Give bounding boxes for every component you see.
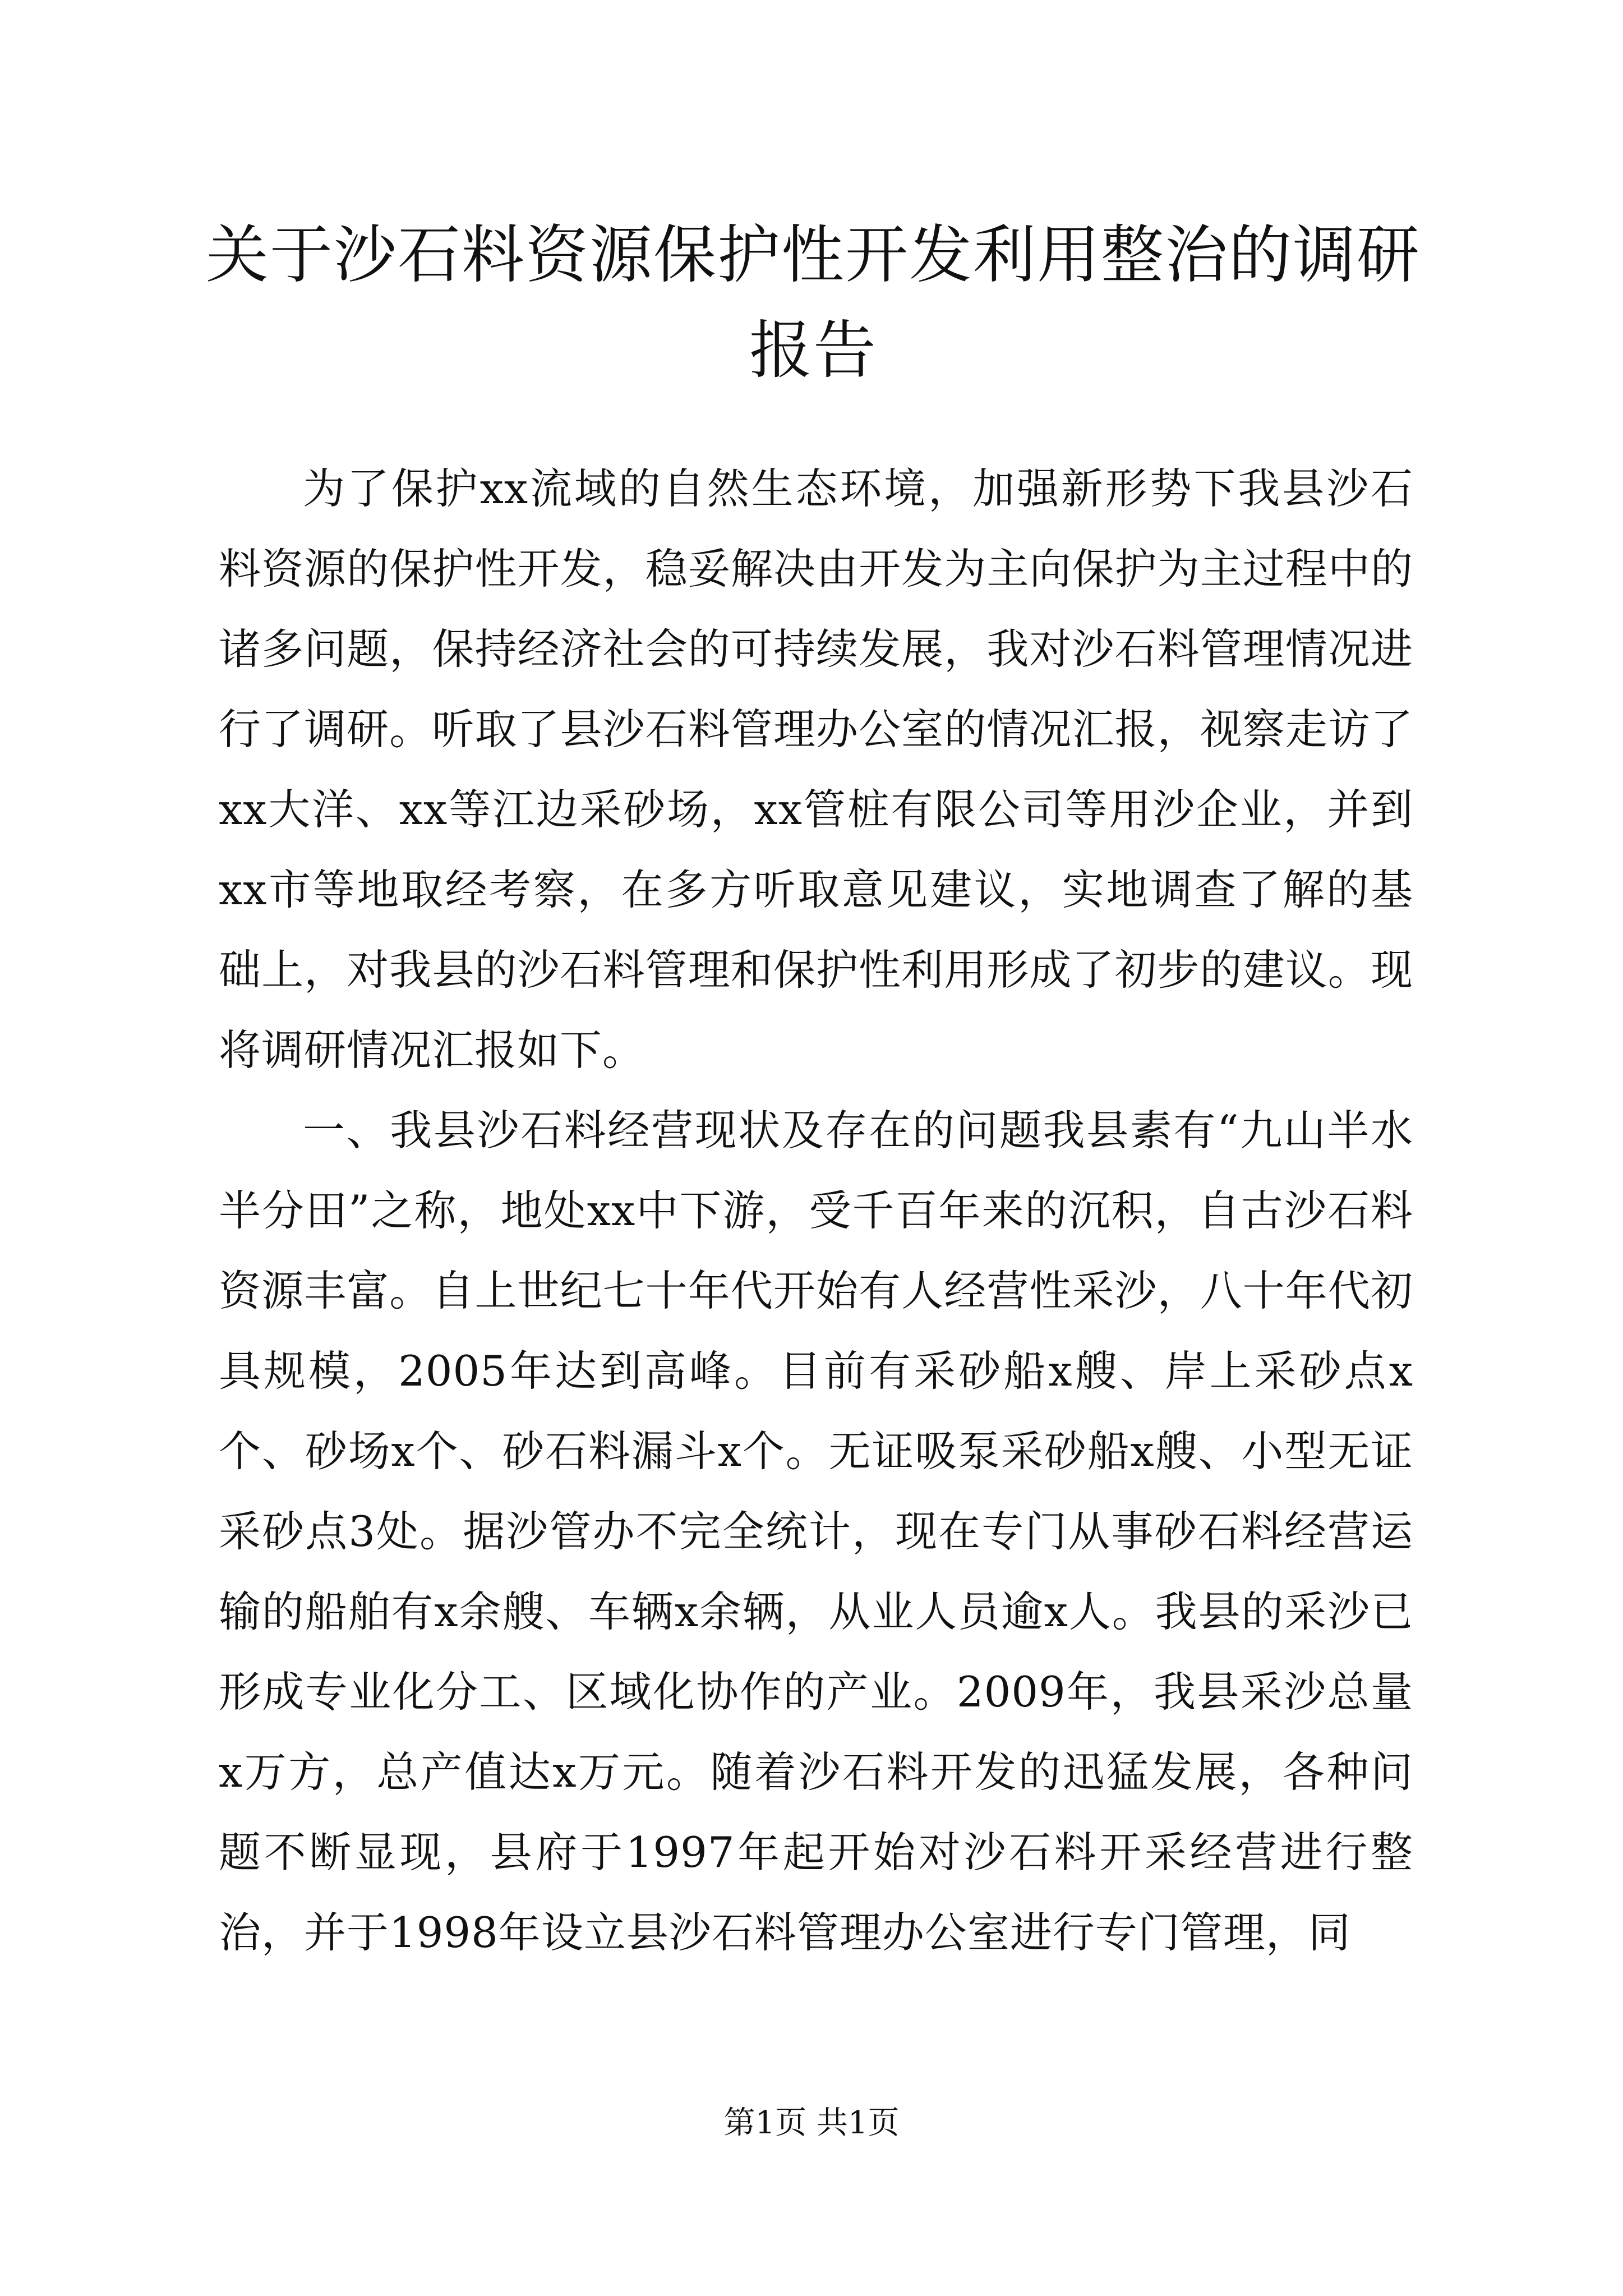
document-title: 关于沙石料资源保护性开发利用整治的调研报告 (206, 219, 1421, 387)
paragraph-section-one: 一、我县沙石料经营现状及存在的问题我县素有“九山半水半分田”之称，地处xx中下游，受千百年来的沉积，自古沙石料资源丰富。自上世纪七十年代开始有人经营性采沙，八十年代初具规模，2005年达到高峰。目前有采砂船x艘、岸上采砂点x个、砂场x个、砂石料漏斗x个。无证吸泵采砂船x艘、小型无证采砂点3处。据沙管办不完全统计，现在专门从事砂石料经营运输的船舶有x余艘、车辆x余辆，从业人员逾x人。我县的采沙已形成专业化分工、区域化协作的产业。2009年，我县采沙总量x万方，总产值达x万元。随着沙石料开发的迅猛发展，各种问题不断显现，县府于1997年起开始对沙石料开采经营进行整治，并于1998年设立县沙石料管理办公室进行专门管理，同 (219, 1106, 1413, 1957)
page-footer: 第1页 共1页 (723, 2105, 900, 2141)
document-body (219, 449, 1413, 1973)
paragraph-intro: 为了保护xx流域的自然生态环境，加强新形势下我县沙石料资源的保护性开发，稳妥解决由开发为主向保护为主过程中的诸多问题，保持经济社会的可持续发展，我对沙石料管理情况进行了调研。听取了县沙石料管理办公室的情况汇报，视察走访了xx大洋、xx等江边采砂场，xx管桩有限公司等用沙企业，并到xx市等地取经考察，在多方听取意见建议，实地调查了解的基础上，对我县的沙石料管理和保护性利用形成了初步的建议。现将调研情况汇报如下。 (219, 464, 1413, 1075)
